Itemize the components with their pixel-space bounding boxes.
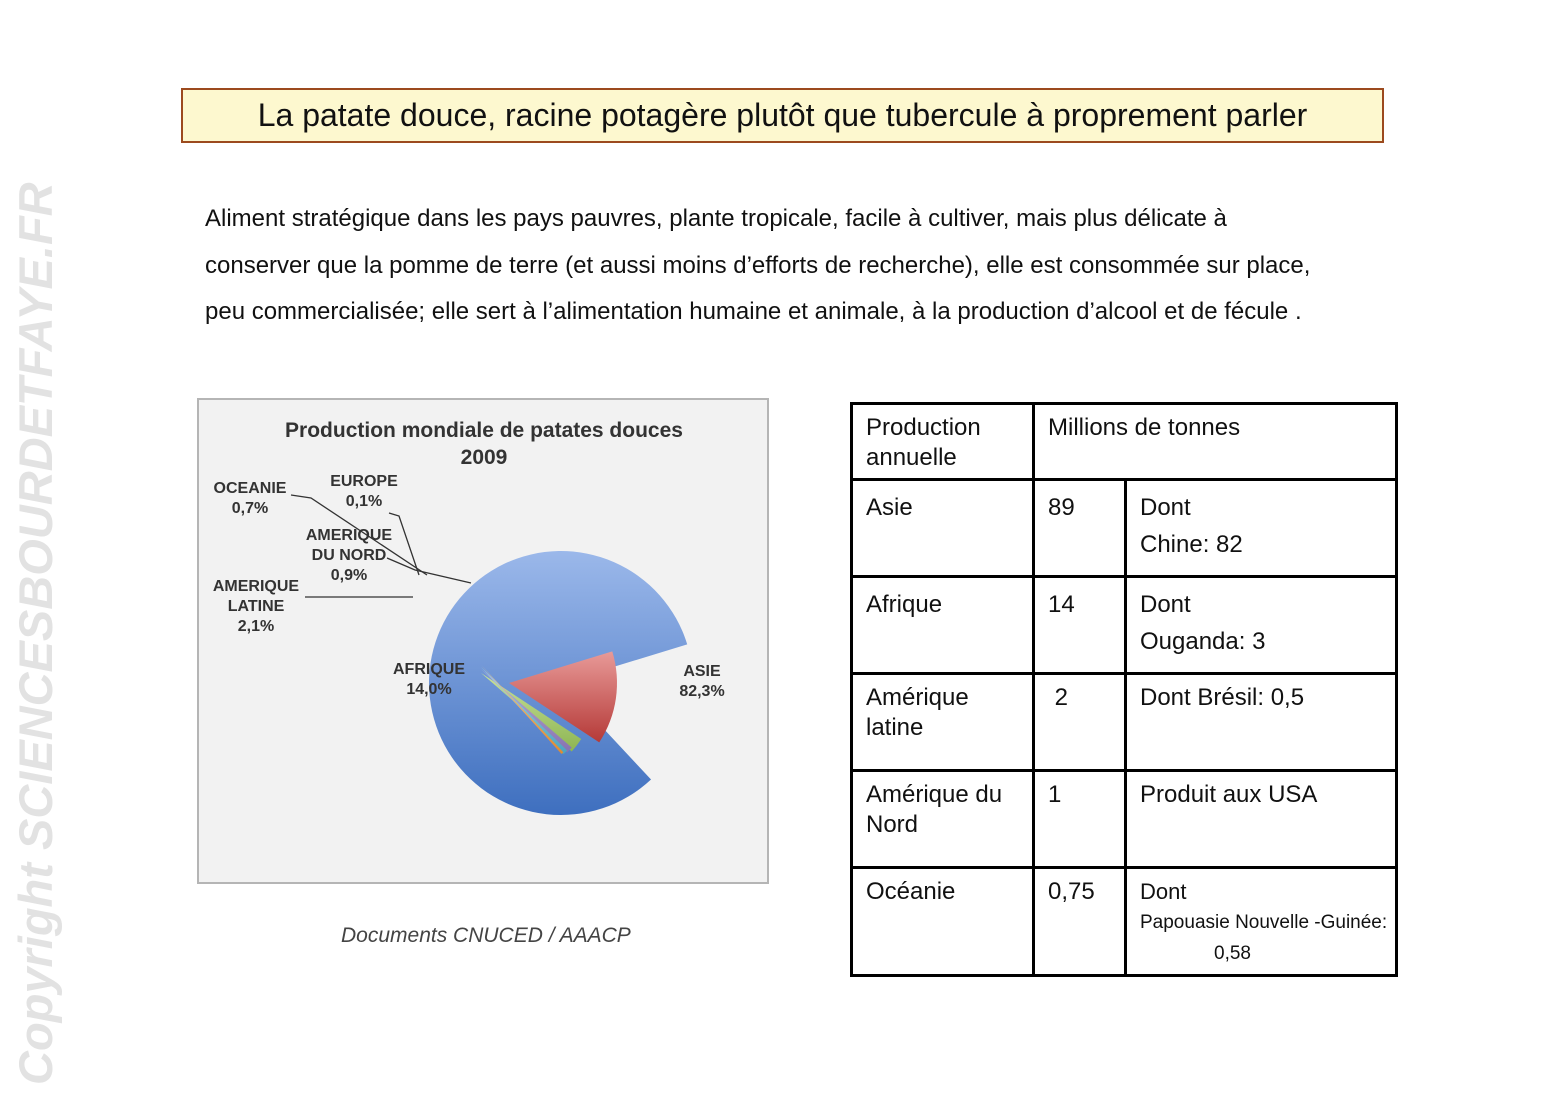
note-text: 0,58 xyxy=(1214,943,1251,964)
pie-value-label: 0,1% xyxy=(345,493,383,510)
value-cell xyxy=(1034,771,1126,868)
page-title: La patate douce, racine potagère plutôt que tubercule à proprement parler xyxy=(181,88,1384,143)
note-cell xyxy=(1126,674,1397,771)
pie-chart xyxy=(199,400,767,882)
note-cell xyxy=(1126,771,1397,868)
leader-line xyxy=(387,558,471,583)
note-text: Produit aux USA xyxy=(1140,781,1318,808)
note-text: Dont Brésil: 0,5 xyxy=(1140,684,1305,711)
table-row xyxy=(852,577,1397,674)
pie-chart-panel xyxy=(197,398,769,884)
value-text: 2 xyxy=(1048,684,1069,711)
region-text: Océanie xyxy=(866,878,956,905)
value-cell xyxy=(1034,577,1126,674)
value-cell xyxy=(1034,480,1126,577)
pie-category-label: AFRIQUE xyxy=(393,661,465,678)
header-production xyxy=(852,404,1034,480)
value-text: 89 xyxy=(1048,494,1075,521)
region-text: Amérique xyxy=(866,684,969,711)
header-text: Production xyxy=(866,414,981,441)
pie-value-label: 2,1% xyxy=(237,618,275,635)
table-row xyxy=(852,771,1397,868)
note-text: Dont xyxy=(1140,494,1191,521)
pie-category-label: OCEANIE xyxy=(213,480,287,497)
region-cell xyxy=(852,674,1034,771)
note-text: Papouasie Nouvelle -Guinée: xyxy=(1140,912,1388,933)
region-text: Afrique xyxy=(866,591,943,618)
intro-line: Aliment stratégique dans les pays pauvres, plante tropicale, facile à cultiver, mais plus délicate à xyxy=(205,205,1227,232)
header-millions xyxy=(1034,404,1397,480)
intro-line: conserver que la pomme de terre (et aussi moins d’efforts de recherche), elle est consommée sur place, xyxy=(205,251,1311,279)
pie-value-label: 0,9% xyxy=(330,567,368,584)
region-text: Asie xyxy=(866,494,913,521)
region-cell xyxy=(852,868,1034,976)
pie-value-label: 0,7% xyxy=(231,500,269,517)
pie-value-label: 82,3% xyxy=(679,683,725,700)
note-text: Chine: 82 xyxy=(1140,531,1243,558)
production-table xyxy=(850,402,1398,977)
value-cell xyxy=(1034,674,1126,771)
chart-title-line: Production mondiale de patates douces xyxy=(285,419,683,442)
table-row xyxy=(852,480,1397,577)
region-text: latine xyxy=(866,714,924,741)
value-text: 14 xyxy=(1048,591,1075,618)
pie-slices xyxy=(429,551,687,815)
value-cell xyxy=(1034,868,1126,976)
region-cell xyxy=(852,480,1034,577)
table-row xyxy=(852,868,1397,976)
table-row xyxy=(852,674,1397,771)
intro-paragraph xyxy=(205,196,1405,336)
note-cell xyxy=(1126,480,1397,577)
note-text: Dont xyxy=(1140,591,1191,618)
pie-category-label: AMERIQUE xyxy=(305,527,393,544)
pie-category-label: LATINE xyxy=(227,598,285,615)
pie-category-label: ASIE xyxy=(683,663,721,680)
pie-category-label: AMERIQUE xyxy=(212,578,300,595)
region-text: Nord xyxy=(866,811,919,838)
value-text: 0,75 xyxy=(1048,878,1095,905)
value-text: 1 xyxy=(1048,781,1062,808)
note-text: Ouganda: 3 xyxy=(1140,628,1266,655)
pie-category-label: DU NORD xyxy=(311,547,387,564)
intro-line: peu commercialisée; elle sert à l’alimentation humaine et animale, à la production d’alcool et de fécule . xyxy=(205,298,1302,325)
note-cell xyxy=(1126,577,1397,674)
pie-value-label: 14,0% xyxy=(406,681,452,698)
label-leader-lines xyxy=(291,495,471,597)
copyright-watermark: Copyright SCIENCESBOURDETFAYE.FR xyxy=(9,182,62,1085)
region-cell xyxy=(852,771,1034,868)
source-caption: Documents CNUCED / AAACP xyxy=(341,924,631,947)
note-cell xyxy=(1126,868,1397,976)
pie-category-label: EUROPE xyxy=(330,473,398,490)
region-cell xyxy=(852,577,1034,674)
header-text: Millions de tonnes xyxy=(1048,414,1241,441)
table-header-row xyxy=(852,404,1397,480)
region-text: Amérique du xyxy=(866,781,1003,808)
note-text: Dont xyxy=(1140,879,1187,904)
header-text: annuelle xyxy=(866,444,957,471)
chart-title-line: 2009 xyxy=(460,446,508,469)
